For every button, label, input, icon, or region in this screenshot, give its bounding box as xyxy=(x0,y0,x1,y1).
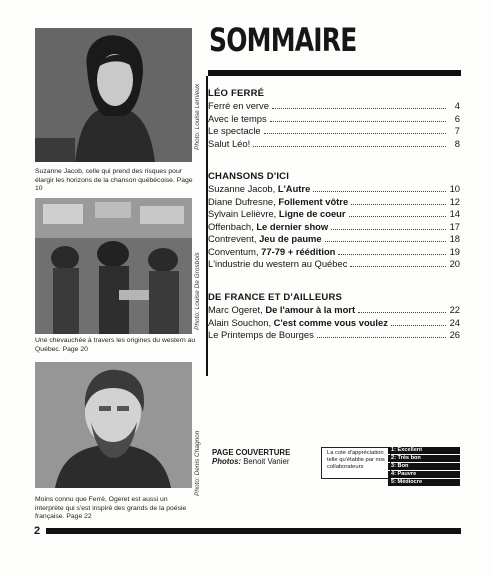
photo-credit: Photo: Louise De Grosbois xyxy=(194,252,201,330)
toc-entry[interactable]: Le spectacle 7 xyxy=(208,125,460,136)
rating-intro: La cote d'appréciation telle qu'établie par nos collaborateurs xyxy=(327,450,385,470)
toc-entry[interactable]: Avec le temps 6 xyxy=(208,112,460,124)
toc-entry[interactable]: Salut Léo! 8 xyxy=(208,137,460,149)
toc-entry[interactable]: Offenbach, Le dernier show 17 xyxy=(208,220,460,232)
rating-level: 3: Bon xyxy=(388,463,460,470)
toc-entry[interactable]: Contrevent, Jeu de paume 18 xyxy=(208,233,460,244)
toc-entry[interactable]: Sylvain Lelièvre, Ligne de coeur 14 xyxy=(208,208,460,219)
photo-credit: Photo: Louise Lemieux xyxy=(194,83,201,150)
rating-level: 5: Médiocre xyxy=(388,479,460,486)
rating-level: 2: Très bon xyxy=(388,455,460,462)
toc-entry[interactable]: Marc Ogeret, De l'amour à la mort 22 xyxy=(208,304,460,315)
section-heading: DE FRANCE ET D'AILLEURS xyxy=(208,292,343,303)
photo-caption: Suzanne Jacob, celle qui prend des risques pour élargir les horizons de la chanson québécoise. Page 10 xyxy=(35,168,193,193)
photo-western xyxy=(35,198,192,334)
title-rule xyxy=(208,70,461,76)
toc-entry[interactable]: Diane Dufresne, Follement vôtre 12 xyxy=(208,195,460,207)
toc-entry[interactable]: Suzanne Jacob, L'Autre 10 xyxy=(208,183,460,194)
rating-level: 1: Excellent xyxy=(388,447,460,454)
photo-caption: Une chevauchée à travers les origines du western au Québec. Page 20 xyxy=(35,337,196,353)
toc-entry[interactable]: L'industrie du western au Québec 20 xyxy=(208,258,460,269)
toc-entry[interactable]: Ferré en verve 4 xyxy=(208,100,460,111)
photo-credit: Photo: Denis Chagnon xyxy=(194,430,201,496)
rating-level: 4: Pauvre xyxy=(388,471,460,478)
photo-caption: Moins connu que Ferré, Ogeret est aussi un interprète qui s'est inspiré des grands de la poésie française. Page 22 xyxy=(35,496,187,521)
photo-marc-ogeret xyxy=(35,362,192,488)
photo-suzanne-jacob xyxy=(35,28,192,162)
footer-rule xyxy=(46,528,461,534)
page-title: SOMMAIRE xyxy=(209,21,357,59)
section-heading: CHANSONS D'ICI xyxy=(208,171,290,182)
toc-entry[interactable]: Conventum, 77-79 + réédition 19 xyxy=(208,245,460,257)
section-chansons-dici xyxy=(208,171,460,271)
page-number: 2 xyxy=(34,525,41,537)
section-heading: LÉO FERRÉ xyxy=(208,88,265,99)
toc-entry[interactable]: Le Printemps de Bourges 26 xyxy=(208,329,460,340)
cover-label: PAGE COUVERTURE xyxy=(212,448,291,457)
cover-credit: Photos: Benoit Vanier xyxy=(212,457,290,466)
section-leo-ferre xyxy=(208,88,460,150)
section-de-france xyxy=(208,292,460,342)
toc-entry[interactable]: Alain Souchon, C'est comme vous voulez 24 xyxy=(208,316,460,328)
